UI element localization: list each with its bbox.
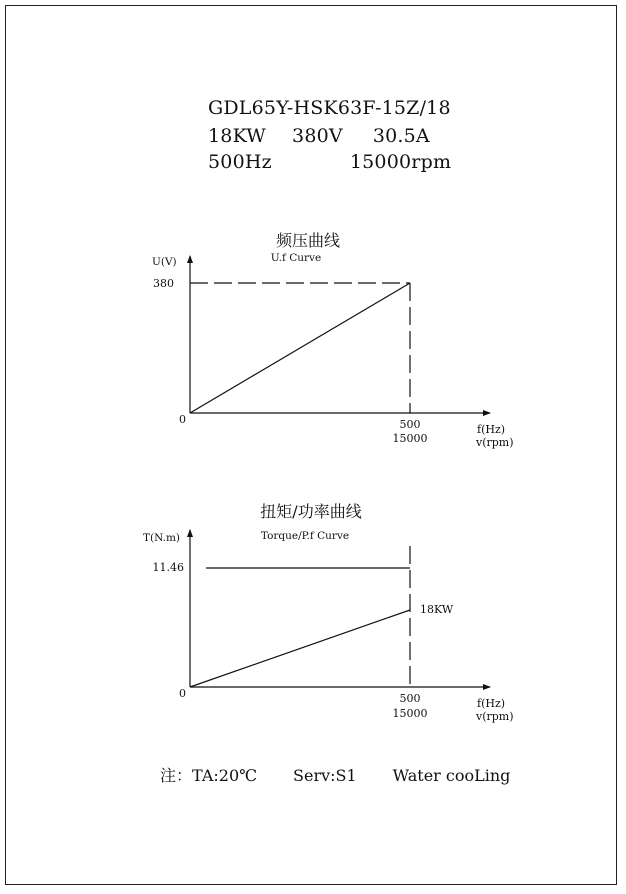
voltage-rating: 380V	[292, 125, 343, 147]
tp-y-tick-11-46: 11.46	[152, 561, 184, 574]
tp-chart-title: 扭矩/功率曲线	[260, 502, 362, 521]
note-duty-cycle: Serv:S1	[293, 766, 357, 785]
uf-x-axis-label-hz: f(Hz)	[477, 423, 506, 436]
operating-conditions-note	[160, 763, 510, 786]
uf-y-tick-380: 380	[153, 277, 174, 290]
note-prefix: 注：	[160, 766, 193, 785]
uf-x-tick-15000: 15000	[392, 432, 428, 445]
uf-chart-subtitle: U.f Curve	[270, 252, 322, 264]
tp-chart-subtitle: Torque/P.f Curve	[260, 530, 350, 542]
uf-voltage-line	[190, 283, 410, 413]
current-rating: 30.5A	[372, 125, 430, 147]
tp-power-label: 18KW	[420, 603, 454, 616]
note-cooling: Water cooLing	[392, 766, 511, 785]
tp-origin-label: 0	[179, 687, 186, 700]
tp-power-line	[190, 610, 410, 687]
uf-chart-title: 频压曲线	[275, 231, 341, 250]
tp-x-tick-15000: 15000	[392, 707, 428, 720]
note-ambient-temperature: TA:20℃	[192, 766, 258, 785]
tp-x-axis-label-hz: f(Hz)	[477, 697, 506, 710]
power-rating: 18KW	[208, 125, 267, 147]
torque-power-chart	[143, 502, 514, 723]
uf-y-axis-label: U(V)	[152, 256, 177, 268]
speed-rating: 15000rpm	[349, 151, 452, 173]
model-number: GDL65Y-HSK63F-15Z/18	[208, 97, 451, 119]
uf-origin-label: 0	[179, 413, 186, 426]
tp-y-axis-label: T(N.m)	[143, 532, 181, 544]
uf-x-axis-label-rpm: v(rpm)	[476, 436, 514, 449]
frequency-rating: 500Hz	[208, 151, 272, 173]
tp-x-axis-label-rpm: v(rpm)	[476, 710, 514, 723]
uf-x-tick-500: 500	[399, 418, 421, 431]
uf-curve-chart	[152, 231, 514, 449]
tp-x-tick-500: 500	[399, 692, 421, 705]
